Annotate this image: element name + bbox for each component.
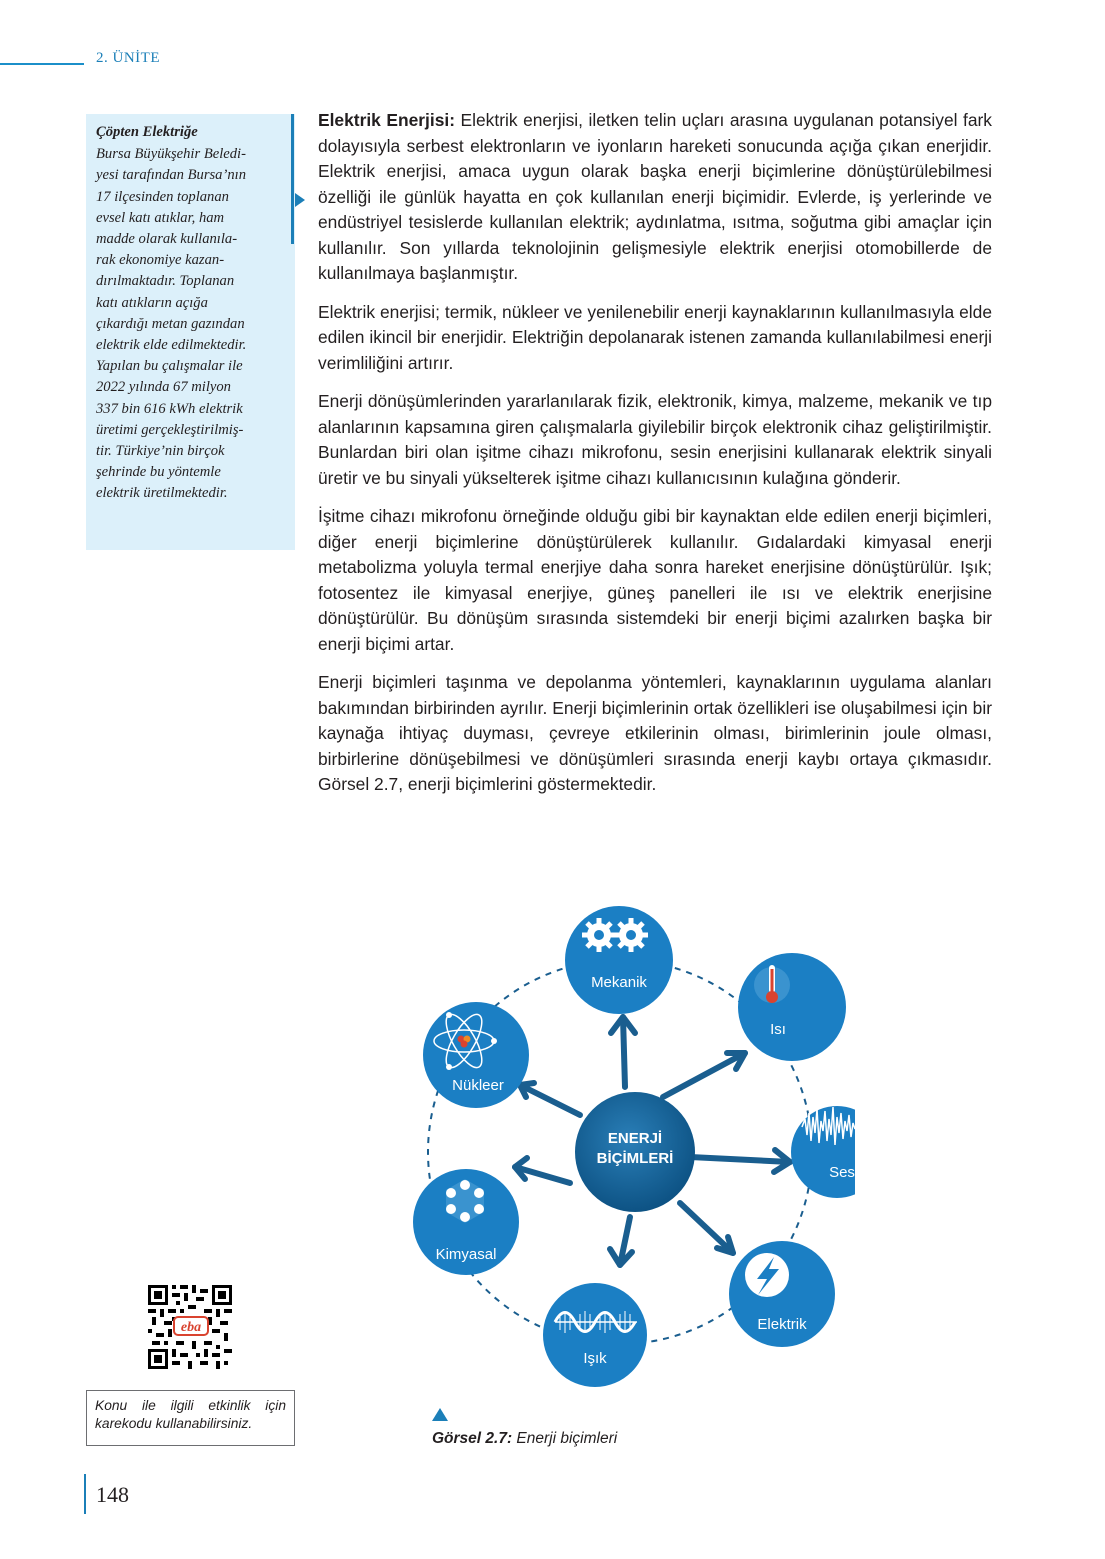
sidebar-line: katı atıkların açığa xyxy=(96,294,208,311)
sidebar-info-box xyxy=(86,114,295,550)
paragraph-heading: Elektrik Enerjisi: xyxy=(318,110,455,130)
energy-forms-diagram xyxy=(405,905,855,1405)
header-rule xyxy=(0,63,84,65)
arrow-isi xyxy=(663,1053,745,1097)
node-label: Isı xyxy=(770,1021,786,1038)
sidebar-title: Çöpten Elektriğe xyxy=(96,124,198,140)
node-nukleer xyxy=(423,1002,529,1108)
paragraph: Enerji biçimleri taşınma ve depolanma yöntemleri, kaynaklarının uygulama alanları bakımından birbirinden ayrılır. Enerji biçimlerinin ortak özellikleri ise oluşabilmesi için bir kaynağa ihtiyaç duyması, çevreye etkilerinin olması, birimlerinin joule olması, birbirlerine dönüşebilmesi ve dönüşümleri sırasında enerji kaybı ortaya çıkmasıdır. Görsel 2.7, enerji biçimlerini göstermektedir. xyxy=(318,672,992,794)
node-label: Mekanik xyxy=(591,974,647,991)
sidebar-line: evsel katı atıklar, ham xyxy=(96,209,225,226)
sidebar-line: rak ekonomiye kazan- xyxy=(96,252,225,269)
main-text xyxy=(318,108,992,811)
qr-finder-pattern xyxy=(212,1285,232,1305)
paragraph: Enerji dönüşümlerinden yararlanılarak fizik, elektronik, kimya, malzeme, mekanik ve tıp alanlarının kapsamına giren çalışmalarla giyilebilir birçok elektronik cihaz geliştirilmiştir. Bunlardan biri olan işitme cihazı mikrofonu, sesin enerjisini kullanarak elektrik sinyali üretir ve bu sinyali yükselterek işitme cihazı kullanıcısının kulağına gönderir. xyxy=(318,391,992,488)
sidebar-line: yesi tarafından Bursa’nın xyxy=(96,167,246,184)
qr-code[interactable] xyxy=(148,1285,232,1369)
page-number: 148 xyxy=(96,1482,129,1507)
arrow-isik xyxy=(610,1217,632,1265)
caption-label: Görsel 2.7: xyxy=(432,1430,513,1447)
qr-finder-pattern xyxy=(148,1285,168,1305)
node-ses xyxy=(791,1106,855,1198)
qr-note: Konu ile ilgili etkinlik için karekodu kullanabilirsiniz. xyxy=(86,1390,295,1446)
unit-label: 2. ÜNİTE xyxy=(96,50,160,66)
sidebar-line: çıkardığı metan gazından xyxy=(96,315,245,332)
sidebar-line: elektrik elde edilmektedir. xyxy=(96,337,247,354)
arrow-kimyasal xyxy=(515,1158,570,1183)
sidebar-line: üretimi gerçekleştirilmiş- xyxy=(96,421,244,438)
qr-logo-text: eba xyxy=(180,1320,202,1335)
paragraph: Elektrik enerjisi; termik, nükleer ve yenilenebilir enerji kaynaklarının kullanılmasıyla elde edilen ikincil bir enerjidir. Elektriğin depolanarak istenen zamanda kullanılabilmesi enerji verimliliğini artırır. xyxy=(318,301,992,373)
node-elektrik xyxy=(729,1241,835,1347)
sidebar-line: Bursa Büyükşehir Beledi- xyxy=(96,146,246,163)
qr-finder-pattern xyxy=(148,1349,168,1369)
caption-text: Enerji biçimleri xyxy=(512,1430,618,1447)
page-number-rule xyxy=(84,1474,86,1514)
sidebar-line: madde olarak kullanıla- xyxy=(96,231,238,248)
center-label-line1: ENERJİ xyxy=(607,1130,663,1147)
arrow-ses xyxy=(690,1150,790,1172)
center-label-line2: BİÇİMLERİ xyxy=(596,1150,674,1167)
node-kimyasal xyxy=(413,1169,519,1275)
sidebar-line: 2022 yılında 67 milyon xyxy=(96,379,231,396)
sidebar-line: elektrik üretilmektedir. xyxy=(96,485,228,502)
arrow-nukleer xyxy=(520,1083,580,1115)
sidebar-accent-bar xyxy=(291,114,294,244)
sidebar-line: 337 bin 616 kWh elektrik xyxy=(96,400,243,417)
node-isi xyxy=(738,953,846,1061)
node-label: Nükleer xyxy=(452,1077,504,1094)
node-mekanik xyxy=(565,906,673,1014)
sidebar-line: tir. Türkiye’nin birçok xyxy=(96,443,225,460)
arrow-mekanik xyxy=(611,1017,635,1087)
sidebar-line: 17 ilçesinden toplanan xyxy=(96,188,229,205)
sidebar-pointer-icon xyxy=(295,193,305,207)
node-label: Kimyasal xyxy=(435,1246,497,1263)
arrow-elektrik xyxy=(680,1203,733,1253)
sidebar-line: şehrinde bu yöntemle xyxy=(96,464,221,481)
caption-pointer-icon xyxy=(432,1408,448,1421)
node-label: Ses xyxy=(829,1164,855,1181)
sidebar-line: dırılmaktadır. Toplanan xyxy=(96,273,235,290)
paragraph: İşitme cihazı mikrofonu örneğinde olduğu gibi bir kaynaktan elde edilen enerji biçimleri, diğer enerji biçimlerine dönüştürülerek kullanılır. Gıdalardaki kimyasal enerji metabolizma yoluyla termal enerjiye daha sonra hareket enerjisine dönüştürülür. Işık; fotosentez ile kimyasal enerjiye, güneş panelleri ile ısı ve elektrik enerjisine dönüştürülür. Bu dönüşüm sırasında sistemdeki bir enerji biçimi azalırken başka bir enerji biçimi artar. xyxy=(318,506,992,654)
node-label: Elektrik xyxy=(757,1316,807,1333)
sidebar-line: Yapılan bu çalışmalar ile xyxy=(96,358,243,375)
node-isik xyxy=(543,1283,647,1387)
figure-caption xyxy=(432,1430,617,1448)
paragraph-body: Elektrik enerjisi, iletken telin uçları arasına uygulanan potansiyel fark dolayısıyla serbest elektronların ve iyonların hareketi sonucunda açığa çıkan enerjidir. Elektrik enerjisi, amaca uygun olarak başka enerji biçimlerine dönüştürülebilmesi özelliği ile günlük hayatta en çok kullanılan enerji biçimidir. Evlerde, iş yerlerinde ve endüstriyel tesislerde kullanılan elektrik; aydınlatma, ısıtma, soğutma gibi amaçlar için kullanılır. Son yıllarda teknolojinin gelişmesiyle elektrik enerjisi otomobillerde de kullanılmaya başlanmıştır. xyxy=(318,110,993,283)
node-label: Işık xyxy=(583,1350,607,1367)
paragraph-electric-energy xyxy=(318,108,992,287)
